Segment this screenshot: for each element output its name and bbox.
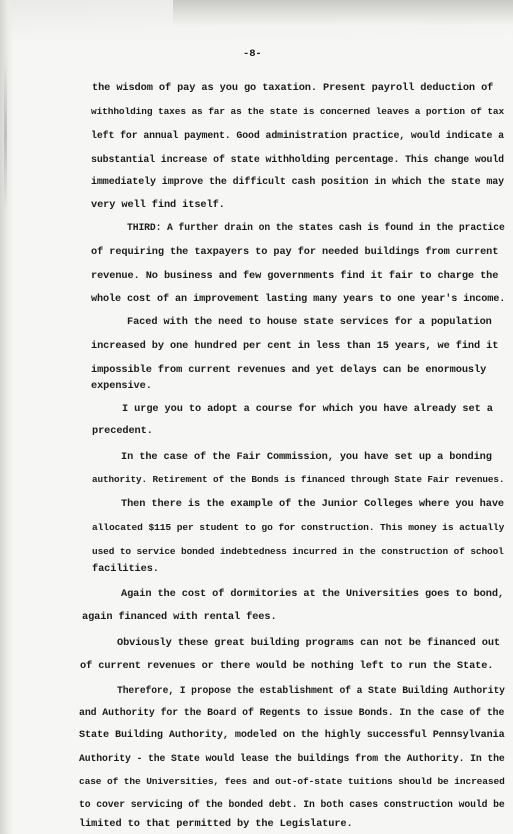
text-line: used to service bonded indebtedness incurred in the construction of school (92, 546, 504, 557)
text-line: THIRD: A further drain on the states cash is found in the practice (127, 222, 505, 233)
text-line: Then there is the example of the Junior Colleges where you have (121, 498, 504, 510)
text-line: Faced with the need to house state services for a population (127, 316, 492, 328)
text-line: of current revenues or there would be nothing left to run the State. (80, 660, 494, 672)
text-line: Therefore, I propose the establishment of a State Building Authority (117, 685, 505, 696)
text-line: facilities. (92, 563, 159, 575)
text-line: again financed with rental fees. (82, 611, 277, 623)
text-line: the wisdom of pay as you go taxation. Present payroll deduction of (92, 82, 494, 94)
text-line: Obviously these great building programs can not be financed out (117, 637, 500, 649)
text-line: expensive. (91, 380, 152, 392)
text-line: limited to that permitted by the Legislature. (79, 818, 353, 830)
text-line: allocated $115 per student to go for construction. This money is actually (92, 522, 505, 533)
text-line: In the case of the Fair Commission, you have set up a bonding (121, 451, 492, 463)
text-line: Authority - the State would lease the buildings from the Authority. In the (79, 753, 505, 764)
text-line: and Authority for the Board of Regents to issue Bonds. In the case of the (79, 707, 505, 718)
text-line: revenue. No business and few governments find it fair to charge the (91, 270, 499, 282)
text-line: Again the cost of dormitories at the Universities goes to bond, (121, 588, 504, 600)
text-line: State Building Authority, modeled on the highly successful Pennsylvania (79, 730, 505, 741)
text-line: case of the Universities, fees and out-of-state tuitions should be increased (79, 776, 505, 787)
text-line: immediately improve the difficult cash position in which the state may (91, 177, 505, 188)
text-line: of requiring the taxpayers to pay for needed buildings from current (91, 246, 499, 258)
text-line: authority. Retirement of the Bonds is financed through State Fair revenues. (92, 474, 505, 485)
text-line: left for annual payment. Good administration practice, would indicate a (91, 130, 504, 141)
text-line: I urge you to adopt a course for which you have already set a (122, 403, 493, 415)
text-line: increased by one hundred per cent in less than 15 years, we find it (91, 340, 499, 352)
text-line: impossible from current revenues and yet delays can be enormously (91, 364, 487, 376)
page-number: -8- (243, 48, 262, 60)
text-line: to cover servicing of the bonded debt. In both cases construction would be (79, 799, 505, 810)
text-line: withholding taxes as far as the state is concerned leaves a portion of tax (91, 106, 505, 117)
text-line: precedent. (92, 425, 153, 437)
text-line: substantial increase of state withholding percentage. This change would (91, 154, 504, 165)
text-line: whole cost of an improvement lasting many years to one year's income. (91, 294, 506, 305)
text-line: very well find itself. (91, 199, 225, 211)
